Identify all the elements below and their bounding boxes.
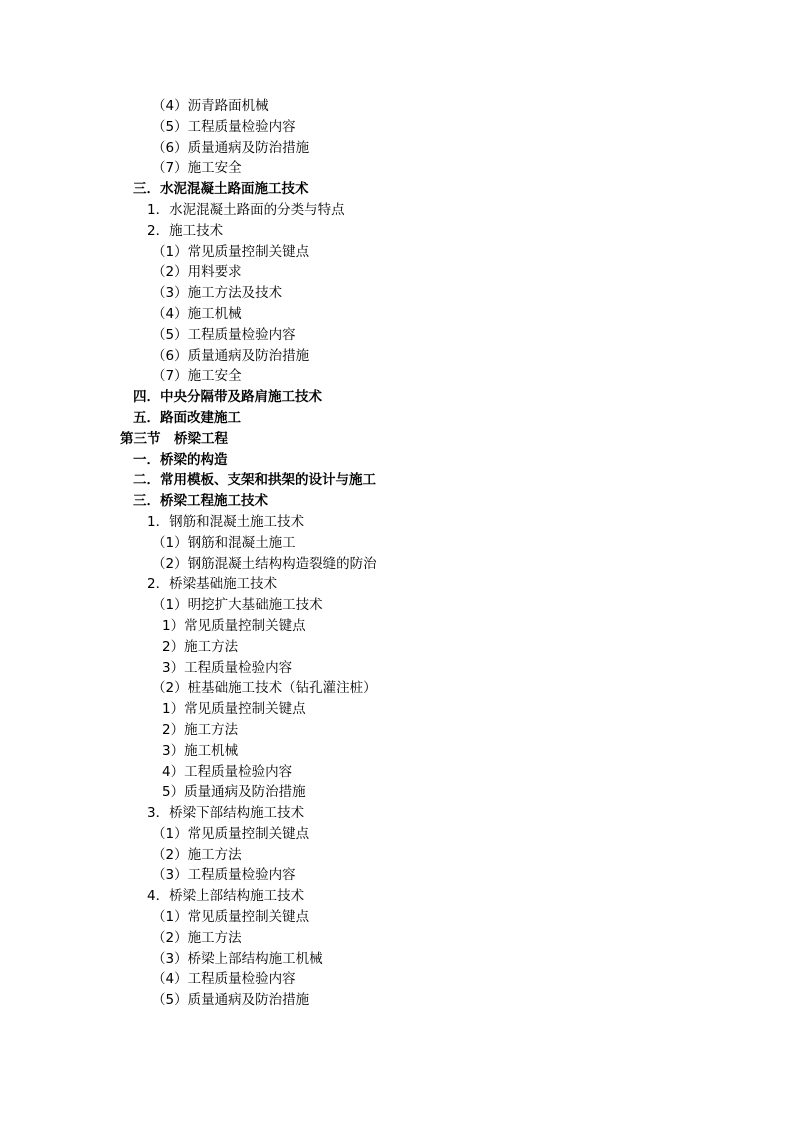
outline-item: （2）桩基础施工技术（钻孔灌注桩） [152,680,377,697]
outline-item: 3）工程质量检验内容 [162,659,293,676]
outline-item: 1）常见质量控制关键点 [162,617,306,634]
outline-item: 1．钢筋和混凝土施工技术 [147,513,305,530]
outline-item: （7）施工安全 [152,368,242,385]
outline-item: （1）钢筋和混凝土施工 [152,534,296,551]
outline-item: （1）常见质量控制关键点 [152,825,310,842]
outline-item: 2．施工技术 [147,222,224,239]
outline-item: （7）施工安全 [152,160,242,177]
outline-item: （1）常见质量控制关键点 [152,909,310,926]
section-title: 第三节 桥梁工程 [120,430,228,447]
outline-item: （3）工程质量检验内容 [152,867,296,884]
outline-item: 3．桥梁下部结构施工技术 [147,805,305,822]
outline-item: （4）施工机械 [152,305,242,322]
outline-item: 5）质量通病及防治措施 [162,784,306,801]
outline-heading: 五．路面改建施工 [133,409,241,426]
outline-item: 1）常见质量控制关键点 [162,701,306,718]
outline-item: 2）施工方法 [162,721,239,738]
outline-item: （3）施工方法及技术 [152,285,283,302]
outline-item: 2．桥梁基础施工技术 [147,576,278,593]
outline-item: （5）质量通病及防治措施 [152,992,310,1009]
outline-item: （2）钢筋混凝土结构构造裂缝的防治 [152,555,377,572]
outline-heading: 一．桥梁的构造 [133,451,228,468]
outline-item: （2）用料要求 [152,264,242,281]
document-outline [0,96,794,1011]
outline-item: （6）质量通病及防治措施 [152,139,310,156]
outline-item: （1）明挖扩大基础施工技术 [152,597,323,614]
outline-heading: 四．中央分隔带及路肩施工技术 [133,389,322,406]
outline-item: （2）施工方法 [152,929,242,946]
outline-heading: 三．桥梁工程施工技术 [133,493,268,510]
outline-item: （4）工程质量检验内容 [152,971,296,988]
outline-item: （1）常见质量控制关键点 [152,243,310,260]
outline-item: （4）沥青路面机械 [152,98,269,114]
outline-item: 4）工程质量检验内容 [162,763,293,780]
outline-heading: 三．水泥混凝土路面施工技术 [133,181,309,198]
outline-item: （5）工程质量检验内容 [152,326,296,343]
outline-item: 1．水泥混凝土路面的分类与特点 [147,201,345,218]
outline-item: 4．桥梁上部结构施工技术 [147,888,305,905]
outline-item: 2）施工方法 [162,638,239,655]
outline-item: （2）施工方法 [152,846,242,863]
outline-item: （3）桥梁上部结构施工机械 [152,950,323,967]
outline-item: （5）工程质量检验内容 [152,118,296,135]
outline-item: （6）质量通病及防治措施 [152,347,310,364]
outline-item: 3）施工机械 [162,742,239,759]
outline-heading: 二．常用模板、支架和拱架的设计与施工 [133,472,376,489]
